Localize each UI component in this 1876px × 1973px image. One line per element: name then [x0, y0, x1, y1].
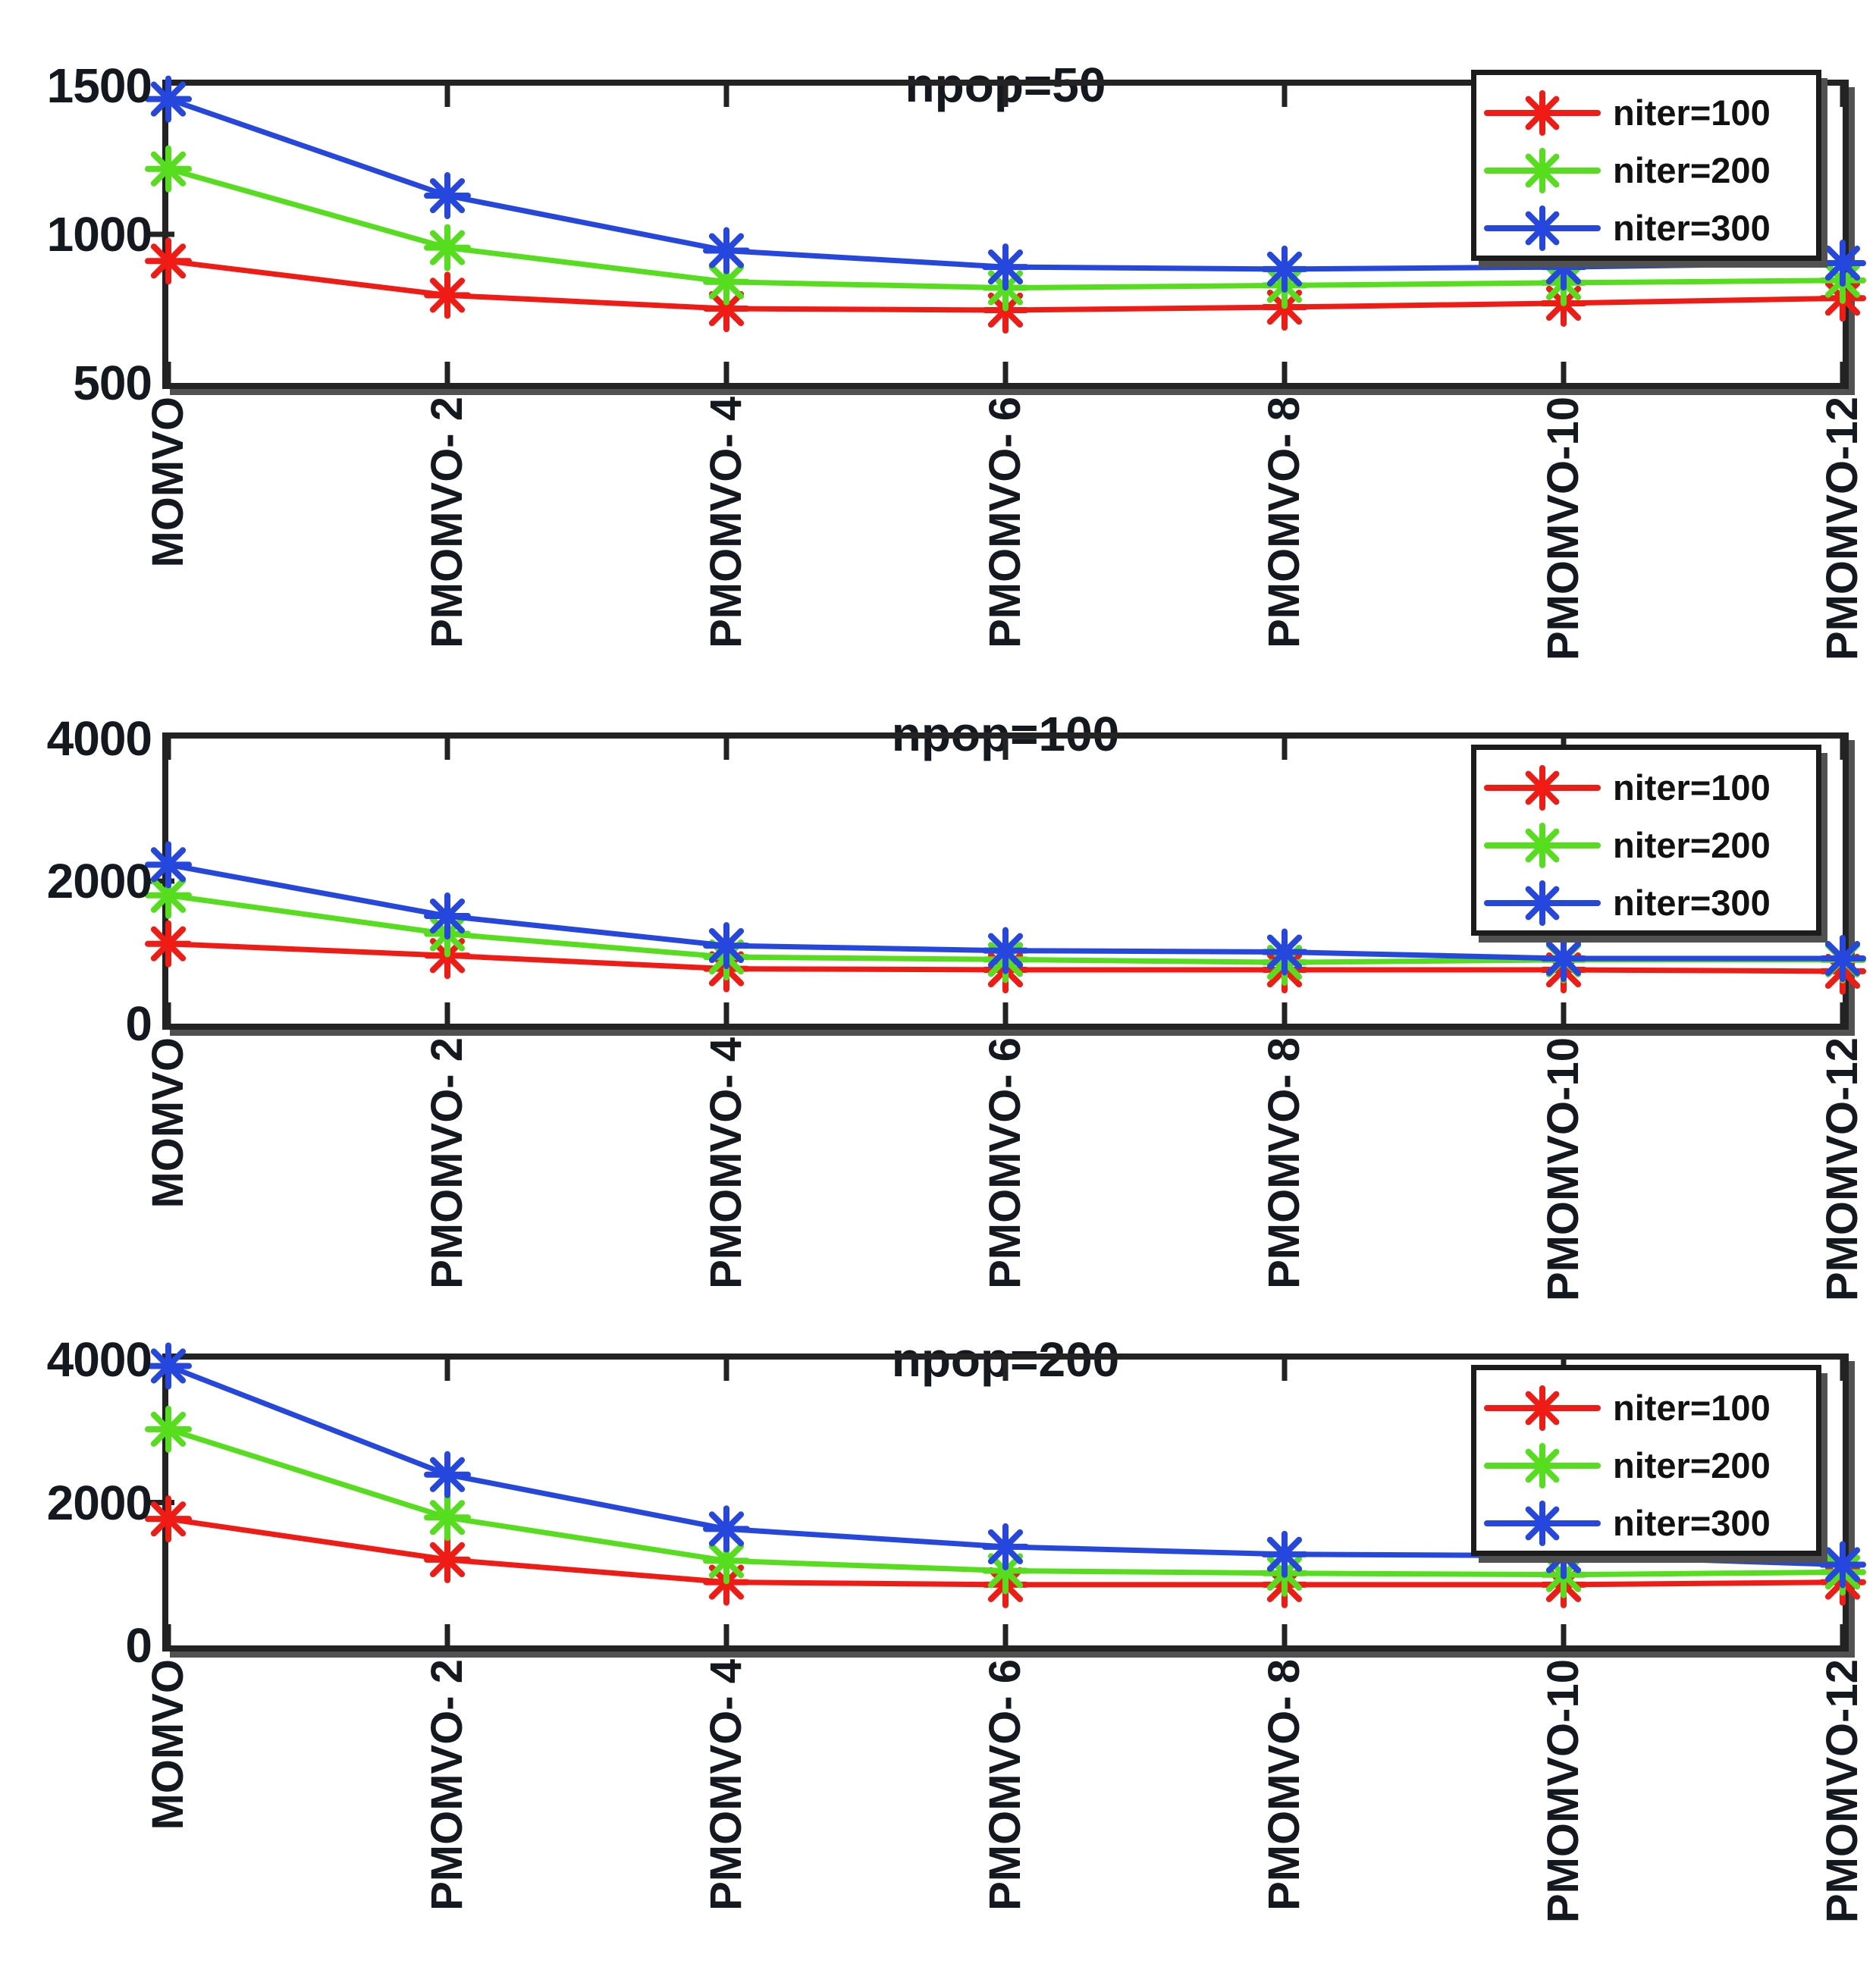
legend-label: niter=100 [1613, 93, 1771, 133]
asterisk-marker-icon [1523, 209, 1562, 248]
data-point-marker-niter-300 [148, 1345, 189, 1386]
legend-row [1476, 817, 1816, 874]
data-point-marker-niter-100 [1543, 949, 1584, 990]
data-point-marker-niter-300 [1264, 249, 1305, 290]
legend-row [1476, 142, 1816, 199]
legend-label: niter=100 [1613, 767, 1771, 808]
data-point-marker-niter-100 [1822, 1562, 1863, 1603]
legend-row [1476, 84, 1816, 142]
data-point-marker-niter-100 [148, 1498, 189, 1539]
y-tick-label: 500 [73, 356, 152, 410]
asterisk-marker-icon [1523, 151, 1562, 190]
series-line-niter-300 [168, 1366, 1843, 1565]
data-point-marker-niter-300 [1822, 243, 1863, 284]
data-point-marker-niter-200 [985, 268, 1026, 309]
data-point-marker-niter-200 [706, 262, 747, 303]
data-point-marker-niter-300 [427, 1454, 468, 1495]
asterisk-marker-icon [1523, 1504, 1562, 1543]
legend-line-sample [1476, 1437, 1605, 1495]
y-tick-label: 1500 [46, 58, 152, 113]
legend-label: niter=300 [1613, 1503, 1771, 1543]
data-point-marker-niter-200 [1822, 1551, 1863, 1592]
y-tick-label: 0 [125, 996, 152, 1051]
legend-line-sample [1476, 874, 1605, 932]
series-line-niter-100 [168, 944, 1843, 971]
data-point-marker-niter-100 [985, 949, 1026, 990]
series-line-niter-100 [168, 1519, 1843, 1585]
data-point-marker-niter-200 [706, 1540, 747, 1581]
data-point-marker-niter-300 [1264, 932, 1305, 973]
data-point-marker-niter-300 [985, 246, 1026, 287]
legend-label: niter=300 [1613, 208, 1771, 248]
data-point-marker-niter-300 [706, 1508, 747, 1549]
data-point-marker-niter-200 [1264, 942, 1305, 983]
data-point-marker-niter-200 [1543, 262, 1584, 303]
data-point-marker-niter-100 [1543, 283, 1584, 324]
data-point-marker-niter-100 [427, 1539, 468, 1580]
data-point-marker-niter-200 [1264, 1553, 1305, 1594]
legend-label: niter=300 [1613, 883, 1771, 923]
legend [1471, 745, 1821, 936]
data-point-marker-niter-200 [1543, 939, 1584, 980]
legend-row [1476, 1495, 1816, 1552]
data-point-marker-niter-200 [427, 1497, 468, 1538]
data-point-marker-niter-200 [1543, 1554, 1584, 1595]
legend-line-sample [1476, 142, 1605, 199]
data-point-marker-niter-200 [985, 939, 1026, 980]
data-point-marker-niter-300 [148, 79, 189, 120]
series-line-niter-200 [168, 1429, 1843, 1575]
legend-label: niter=200 [1613, 150, 1771, 190]
legend-row [1476, 759, 1816, 817]
data-point-marker-niter-200 [1822, 939, 1863, 980]
legend-line-sample [1476, 759, 1605, 817]
series-line-niter-300 [168, 864, 1843, 958]
legend-row [1476, 1437, 1816, 1495]
data-point-marker-niter-200 [427, 227, 468, 268]
y-tick-label: 4000 [46, 1332, 152, 1387]
data-point-marker-niter-100 [427, 274, 468, 315]
data-point-marker-niter-200 [148, 1409, 189, 1450]
legend-row [1476, 199, 1816, 257]
series-line-niter-200 [168, 169, 1843, 288]
legend-line-sample [1476, 817, 1605, 874]
data-point-marker-niter-200 [1264, 265, 1305, 306]
chart-npop-200: npop=200 0 2000 4000 MOMVO PMOMVO- 2 PMOMVO- 4 PMOMVO- 6 PMOMVO- 8 PMOMVO-10 PMOMVO-12 niter=100 niter=200 niter=300 [0, 0, 1876, 1973]
legend-label: niter=100 [1613, 1388, 1771, 1428]
legend-row [1476, 874, 1816, 932]
legend-line-sample [1476, 1379, 1605, 1437]
data-point-marker-niter-200 [148, 149, 189, 190]
asterisk-marker-icon [1523, 883, 1562, 923]
plot-canvas [168, 86, 1843, 383]
series-line-niter-100 [168, 261, 1843, 310]
data-point-marker-niter-100 [148, 924, 189, 965]
data-point-marker-niter-100 [706, 949, 747, 990]
data-point-marker-niter-300 [148, 844, 189, 885]
data-point-marker-niter-300 [1543, 1535, 1584, 1576]
plot-frame [162, 732, 1849, 1030]
y-tick-label: 1000 [46, 207, 152, 262]
data-point-marker-niter-200 [706, 936, 747, 977]
plot-frame [162, 80, 1849, 389]
chart-title: npop=200 [891, 1332, 1120, 1388]
data-point-marker-niter-300 [1543, 246, 1584, 287]
legend-line-sample [1476, 1495, 1605, 1552]
plot-canvas [168, 1360, 1843, 1645]
chart-npop-50: npop=50 500 1000 1500 MOMVO PMOMVO- 2 PMOMVO- 4 PMOMVO- 6 PMOMVO- 8 PMOMVO-10 PMOMVO-12 niter=100 niter=200 niter=300 [0, 0, 1876, 1973]
series-line-niter-200 [168, 896, 1843, 962]
asterisk-marker-icon [1523, 93, 1562, 133]
data-point-marker-niter-100 [985, 290, 1026, 331]
asterisk-marker-icon [1523, 826, 1562, 865]
plot-canvas [168, 739, 1843, 1024]
legend-row [1476, 1379, 1816, 1437]
y-tick-label: 0 [125, 1618, 152, 1673]
data-point-marker-niter-300 [427, 896, 468, 936]
data-point-marker-niter-300 [706, 925, 747, 966]
legend-label: niter=200 [1613, 1445, 1771, 1485]
data-point-marker-niter-100 [1264, 287, 1305, 328]
chart-title: npop=50 [905, 58, 1106, 113]
data-point-marker-niter-100 [1264, 949, 1305, 990]
data-point-marker-niter-100 [1264, 1564, 1305, 1605]
legend-line-sample [1476, 199, 1605, 257]
data-point-marker-niter-300 [706, 231, 747, 271]
data-point-marker-niter-100 [427, 935, 468, 976]
data-point-marker-niter-100 [1822, 951, 1863, 992]
data-point-marker-niter-100 [985, 1564, 1026, 1605]
data-point-marker-niter-300 [985, 930, 1026, 971]
y-tick-label: 2000 [46, 1475, 152, 1530]
data-point-marker-niter-300 [427, 175, 468, 216]
chart-npop-100: npop=100 0 2000 4000 MOMVO PMOMVO- 2 PMOMVO- 4 PMOMVO- 6 PMOMVO- 8 PMOMVO-10 PMOMVO-12 niter=100 niter=200 niter=300 [0, 0, 1876, 1973]
data-point-marker-niter-300 [1543, 938, 1584, 979]
legend [1471, 1365, 1821, 1556]
data-point-marker-niter-300 [985, 1526, 1026, 1567]
data-point-marker-niter-100 [706, 288, 747, 329]
series-line-niter-300 [168, 99, 1843, 269]
data-point-marker-niter-300 [1264, 1534, 1305, 1575]
data-point-marker-niter-200 [148, 875, 189, 916]
y-tick-label: 2000 [46, 854, 152, 908]
asterisk-marker-icon [1523, 1388, 1562, 1428]
legend [1471, 70, 1821, 261]
data-point-marker-niter-100 [1822, 278, 1863, 318]
legend-label: niter=200 [1613, 825, 1771, 865]
data-point-marker-niter-300 [1822, 1544, 1863, 1585]
data-point-marker-niter-100 [706, 1562, 747, 1603]
data-point-marker-niter-200 [427, 914, 468, 955]
data-point-marker-niter-100 [1543, 1564, 1584, 1605]
asterisk-marker-icon [1523, 1446, 1562, 1485]
data-point-marker-niter-300 [1822, 938, 1863, 979]
legend-line-sample [1476, 84, 1605, 142]
asterisk-marker-icon [1523, 768, 1562, 808]
data-point-marker-niter-200 [985, 1551, 1026, 1592]
chart-title: npop=100 [891, 707, 1120, 762]
y-tick-label: 4000 [46, 711, 152, 766]
data-point-marker-niter-200 [1822, 260, 1863, 301]
plot-frame [162, 1353, 1849, 1651]
data-point-marker-niter-100 [148, 240, 189, 281]
